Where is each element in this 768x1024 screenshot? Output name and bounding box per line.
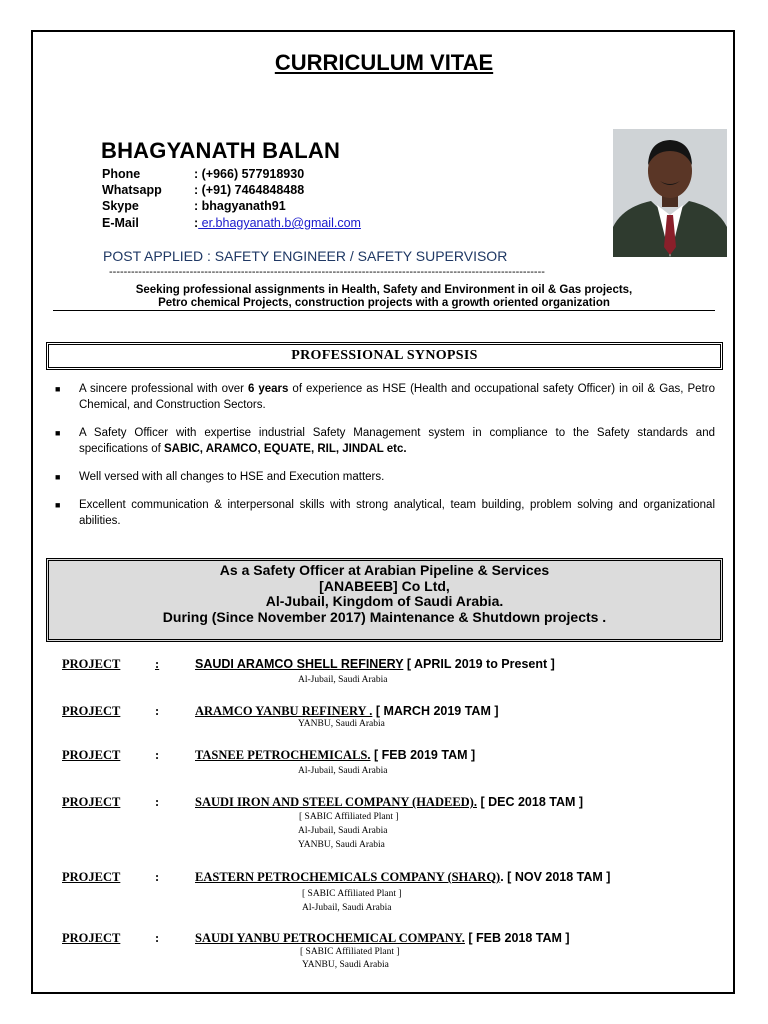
contact-value: : bhagyanath91 xyxy=(194,199,286,213)
project-location: YANBU, Saudi Arabia xyxy=(298,840,385,850)
bullet-icon: ■ xyxy=(55,384,61,394)
synopsis-text: Excellent communication & interpersonal skills with strong analytical, team building, problem solving and organizational abilities. xyxy=(79,499,715,527)
project-date: [ DEC 2018 TAM ] xyxy=(476,795,584,809)
project-date: [ MARCH 2019 TAM ] xyxy=(372,704,499,718)
project-colon: : xyxy=(155,748,160,762)
contact-value: : (+91) 7464848488 xyxy=(194,183,305,197)
project-title xyxy=(195,931,570,946)
project-label: PROJECT xyxy=(62,870,121,884)
candidate-name: BHAGYANATH BALAN xyxy=(101,138,341,163)
role-line: [ANABEEB] Co Ltd, xyxy=(319,577,450,594)
project-name: ARAMCO YANBU REFINERY . xyxy=(195,704,373,718)
project-title xyxy=(195,795,583,810)
synopsis-item xyxy=(55,470,715,486)
dashed-divider: ----------------------------------------------------------------------------------------------------------------------- xyxy=(109,266,545,278)
project-location: YANBU, Saudi Arabia xyxy=(298,719,385,729)
project-name: EASTERN PETROCHEMICALS COMPANY (SHARQ) xyxy=(195,870,501,884)
project-label: PROJECT xyxy=(62,931,121,945)
project-label: PROJECT xyxy=(62,704,121,718)
contact-label: Whatsapp xyxy=(102,183,162,197)
contact-phone xyxy=(102,167,304,181)
project-location: [ SABIC Affiliated Plant ] xyxy=(300,947,400,957)
project-colon: : xyxy=(155,704,160,718)
project-location: YANBU, Saudi Arabia xyxy=(302,960,389,970)
role-line: As a Safety Officer at Arabian Pipeline & Services xyxy=(219,562,550,578)
project-title xyxy=(195,870,610,885)
project-colon: : xyxy=(155,657,160,671)
project-date: [ APRIL 2019 to Present ] xyxy=(403,657,555,671)
project-location: [ SABIC Affiliated Plant ] xyxy=(299,812,399,822)
post-applied: POST APPLIED : SAFETY ENGINEER / SAFETY SUPERVISOR xyxy=(103,248,508,264)
synopsis-item xyxy=(55,382,715,413)
project-date: . [ NOV 2018 TAM ] xyxy=(500,870,611,884)
synopsis-text: A Safety Officer with expertise industrial Safety Management system in compliance to the Safety standards and specifications of xyxy=(79,427,715,455)
synopsis-highlight: SABIC, ARAMCO, EQUATE, RIL, JINDAL etc. xyxy=(164,442,407,455)
project-colon: : xyxy=(155,870,160,884)
project-location: [ SABIC Affiliated Plant ] xyxy=(302,889,402,899)
synopsis-item xyxy=(55,498,715,529)
project-colon: : xyxy=(155,795,160,809)
project-title xyxy=(195,657,555,672)
contact-skype xyxy=(102,199,286,213)
section-heading-synopsis: PROFESSIONAL SYNOPSIS xyxy=(46,342,723,370)
profile-photo xyxy=(613,129,727,257)
bullet-icon: ■ xyxy=(55,472,61,482)
project-date: [ FEB 2019 TAM ] xyxy=(370,748,476,762)
contact-label: Phone xyxy=(102,167,141,181)
project-name: SAUDI ARAMCO SHELL REFINERY xyxy=(195,657,404,671)
email-link[interactable]: er.bhagyanath.b@gmail.com xyxy=(198,216,361,230)
project-label: PROJECT xyxy=(62,795,121,809)
role-line: Al-Jubail, Kingdom of Saudi Arabia. xyxy=(265,593,504,609)
project-date: [ FEB 2018 TAM ] xyxy=(464,931,570,945)
project-location: Al-Jubail, Saudi Arabia xyxy=(298,826,388,836)
horizontal-rule xyxy=(53,310,715,311)
contact-whatsapp xyxy=(102,183,304,197)
objective-line: Petro chemical Projects, construction projects with a growth oriented organization xyxy=(158,297,610,309)
synopsis-item xyxy=(55,426,715,457)
contact-email xyxy=(102,216,361,230)
bullet-icon: ■ xyxy=(55,428,61,438)
synopsis-text: A sincere professional with over xyxy=(79,383,248,395)
synopsis-text: Well versed with all changes to HSE and Execution matters. xyxy=(79,471,385,483)
person-photo-icon xyxy=(613,129,727,257)
project-name: TASNEE PETROCHEMICALS. xyxy=(195,748,371,762)
project-colon: : xyxy=(155,931,160,945)
project-name: SAUDI IRON AND STEEL COMPANY (HADEED). xyxy=(195,795,477,809)
project-location: Al-Jubail, Saudi Arabia xyxy=(298,766,388,776)
synopsis-highlight: 6 years xyxy=(247,383,289,395)
project-label: PROJECT xyxy=(62,657,121,671)
project-location: Al-Jubail, Saudi Arabia xyxy=(302,903,392,913)
contact-label: E-Mail xyxy=(102,216,139,230)
project-title xyxy=(195,748,475,763)
project-location: Al-Jubail, Saudi Arabia xyxy=(298,675,388,685)
current-role-box xyxy=(46,558,723,642)
contact-separator: : xyxy=(194,216,199,230)
contact-value: : (+966) 577918930 xyxy=(194,167,305,181)
role-line: During (Since November 2017) Maintenance & Shutdown projects . xyxy=(162,608,607,625)
objective-line: Seeking professional assignments in Health, Safety and Environment in oil & Gas projects, xyxy=(135,284,633,296)
contact-label: Skype xyxy=(102,199,139,213)
project-label: PROJECT xyxy=(62,748,121,762)
document-title: CURRICULUM VITAE xyxy=(274,50,494,75)
project-name: SAUDI YANBU PETROCHEMICAL COMPANY. xyxy=(195,931,465,945)
bullet-icon: ■ xyxy=(55,500,61,510)
synopsis-text: of experience as HSE (Health and occupational safety Officer) in oil & Gas, Petro Chemical, and Construction Sectors. xyxy=(79,383,715,411)
